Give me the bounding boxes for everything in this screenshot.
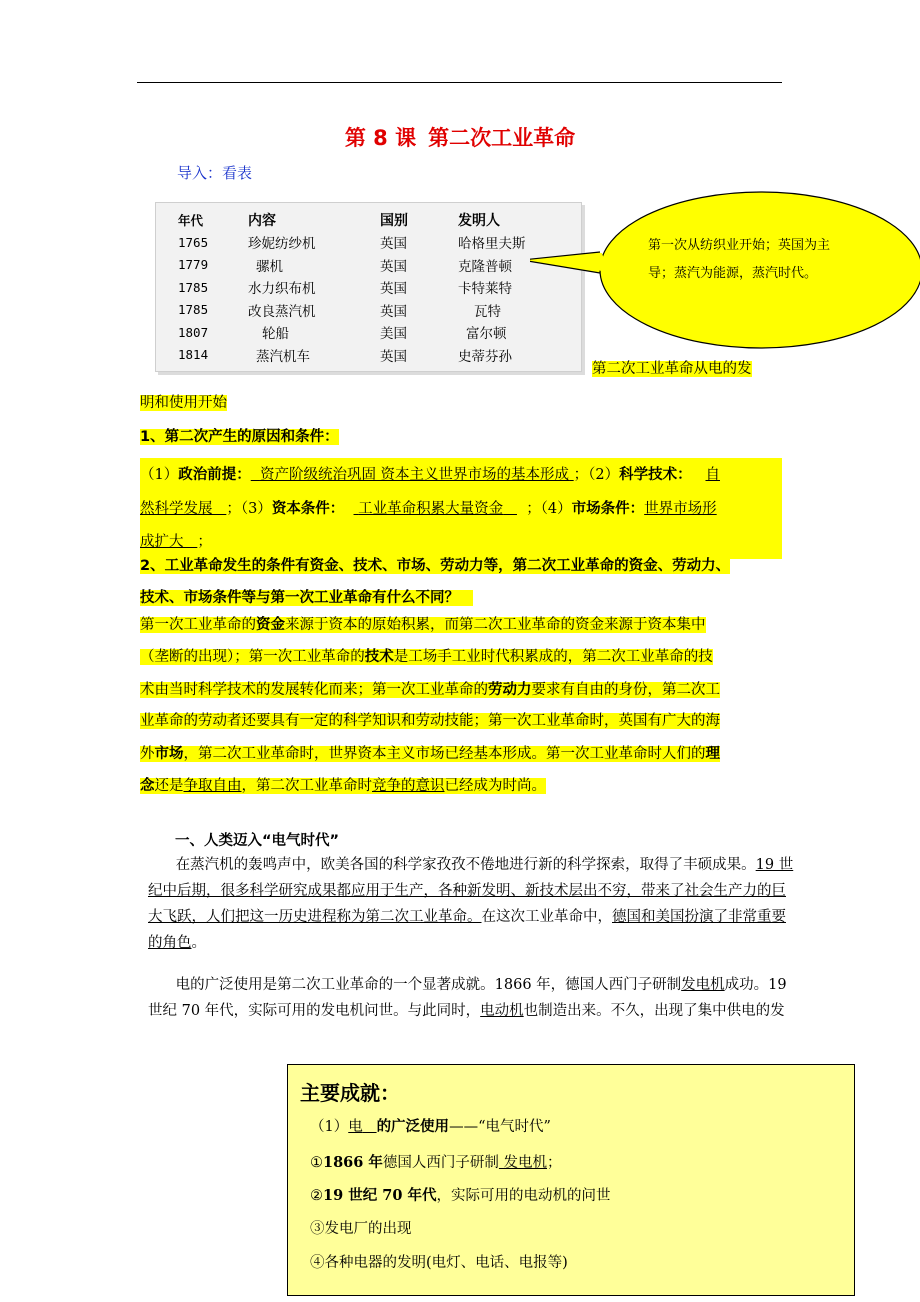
lesson-name: 第二次工业革命 bbox=[428, 126, 576, 150]
answer-text: 要求有自由的身份，第二次工 bbox=[531, 681, 720, 698]
table-cell: 蒸汽机车 bbox=[256, 348, 310, 365]
callout-line: 第一次从纺织业开始；英国为主 bbox=[648, 238, 831, 253]
table-row bbox=[178, 231, 574, 254]
table-cell: 英国 bbox=[380, 236, 407, 253]
answer-text: ，第二次工业革命时，世界资本主义市场已经基本形成。第一次工业革命时人们的 bbox=[183, 745, 706, 762]
note-text: 明和使用开始 bbox=[140, 395, 227, 411]
lesson-number: 第 8 课 bbox=[344, 126, 417, 150]
intro-text: 导入：看表 bbox=[177, 164, 253, 182]
table-header-row bbox=[178, 209, 574, 231]
callout-line: 导；蒸汽为能源，蒸汽时代。 bbox=[648, 266, 818, 281]
cond-value: 世界市场形 bbox=[644, 501, 717, 517]
callout-text bbox=[648, 232, 888, 288]
paragraph-text: 在蒸汽机的轰鸣声中，欧美各国的科学家孜孜不倦地进行新的科学探索，取得了丰硕成果。 bbox=[175, 857, 756, 873]
paragraph-text: 在这次工业革命中， bbox=[481, 909, 612, 925]
table-cell: 克隆普顿 bbox=[458, 258, 512, 275]
paragraph-text: 也制造出来。不久，出现了集中供电的发 bbox=[523, 1003, 785, 1019]
achievement-item: ④各种电器的发明(电灯、电话、电报等) bbox=[310, 1255, 568, 1271]
question-1 bbox=[140, 422, 782, 454]
table-cell: 美国 bbox=[380, 326, 407, 343]
table-cell: 1779 bbox=[178, 257, 209, 273]
table-cell: 英国 bbox=[380, 258, 407, 275]
table-cell: 1765 bbox=[178, 234, 209, 250]
achievement-item: ①1866 年德国人西门子研制 发电机； bbox=[310, 1154, 562, 1171]
cond-value: 然科学发展 bbox=[140, 501, 213, 517]
cond-label: ；（3） bbox=[226, 501, 272, 517]
table-cell: 英国 bbox=[380, 348, 407, 365]
section-paragraph-2 bbox=[148, 972, 858, 1024]
table-cell: 改良蒸汽机 bbox=[248, 303, 316, 320]
paragraph-text: 。 bbox=[191, 935, 206, 951]
answer-keyword: 念 bbox=[140, 777, 155, 795]
answer-underline: 竞争的意识 bbox=[372, 778, 445, 795]
cond-label: （1） bbox=[140, 467, 179, 483]
answer-text: 业革命的劳动者还要具有一定的科学知识和劳动技能；第一次工业革命时，英国有广大的海 bbox=[140, 713, 720, 730]
conditions-block bbox=[140, 458, 782, 559]
table-cell: 英国 bbox=[380, 303, 407, 320]
paragraph-underline: 大飞跃，人们把这一历史进程称为第二次工业革命。 bbox=[148, 909, 482, 925]
answer-text: 术由当时科学技术的发展转化而来；第一次工业革命的 bbox=[140, 681, 488, 698]
paragraph-underline: 发电机 bbox=[681, 977, 725, 993]
cond-name: 市场条件： bbox=[571, 500, 645, 517]
column-header: 内容 bbox=[248, 213, 276, 229]
answer-text: ，第二次工业革命时 bbox=[241, 778, 372, 795]
paragraph-underline: 19 世 bbox=[755, 857, 794, 873]
achievement-underline: 发电机 bbox=[498, 1155, 548, 1171]
paragraph-text: 世纪 70 年代，实际可用的发电机问世。与此同时， bbox=[148, 1003, 481, 1019]
cond-name: 资本条件： bbox=[271, 500, 345, 517]
table-row bbox=[178, 276, 574, 299]
table-cell: 哈格里夫斯 bbox=[458, 236, 526, 253]
table-cell: 1814 bbox=[178, 347, 209, 363]
inventions-table-image bbox=[155, 202, 582, 372]
table-row bbox=[178, 254, 574, 277]
cond-value: 工业革命积累大量资金 bbox=[358, 501, 504, 517]
question-2 bbox=[140, 551, 800, 614]
cond-value: 自 bbox=[705, 467, 720, 483]
answer-keyword: 技术 bbox=[364, 648, 394, 666]
question-text: 2、工业革命发生的条件有资金、技术、市场、劳动力等，第二次工业革命的资金、劳动力、 bbox=[140, 558, 731, 574]
achievement-item: ②19 世纪 70 年代，实际可用的电动机的问世 bbox=[310, 1187, 611, 1204]
table-cell: 瓦特 bbox=[474, 303, 501, 320]
table-cell: 轮船 bbox=[262, 326, 289, 343]
answer-underline: 争取自由 bbox=[183, 778, 242, 795]
answer-text: 已经成为时尚。 bbox=[444, 778, 546, 795]
table-cell: 1785 bbox=[178, 302, 209, 318]
table-row bbox=[178, 321, 574, 344]
paragraph-text: 电的广泛使用是第二次工业革命的一个显著成就。1866 年，德国人西门子研制 bbox=[175, 977, 682, 993]
column-header: 发明人 bbox=[458, 213, 500, 229]
page-title bbox=[0, 122, 920, 152]
answer-text: （垄断的出现）；第一次工业革命的 bbox=[140, 649, 365, 666]
answer-block bbox=[140, 609, 785, 802]
note-electric-start-cont bbox=[140, 388, 782, 420]
achievement-underline: 电 bbox=[348, 1119, 363, 1135]
answer-text: 来源于资本的原始积累，而第二次工业革命的资金来源于资本集中 bbox=[285, 617, 706, 633]
cond-value: 资产阶级统治巩固 资本主义世界市场的基本形成 bbox=[259, 467, 570, 483]
answer-keyword: 市场 bbox=[154, 744, 184, 762]
table-cell: 史蒂芬孙 bbox=[458, 348, 512, 365]
achievement-item: ③发电厂的出现 bbox=[310, 1221, 412, 1237]
table-cell: 1785 bbox=[178, 279, 209, 295]
table-cell: 英国 bbox=[380, 281, 407, 298]
table-row bbox=[178, 344, 574, 367]
note-text: 第二次工业革命从电的发 bbox=[592, 361, 752, 377]
table-cell: 富尔顿 bbox=[466, 326, 507, 343]
paragraph-underline: 纪中后期，很多科学研究成果都应用于生产，各种新发明、新技术层出不穷，带来了社会生产力的巨 bbox=[148, 883, 786, 899]
achievements-title: 主要成就： bbox=[300, 1081, 400, 1105]
paragraph-text: 成功。19 bbox=[724, 977, 787, 993]
answer-keyword: 资金 bbox=[256, 616, 285, 633]
table-row bbox=[178, 299, 574, 322]
note-electric-start bbox=[592, 354, 782, 386]
achievements-box bbox=[287, 1064, 855, 1296]
cond-label: ；（4） bbox=[526, 501, 572, 517]
cond-value: 成扩大 bbox=[140, 534, 184, 550]
question-text: 1、第二次产生的原因和条件： bbox=[140, 429, 339, 445]
question-text: 技术、市场条件等与第一次工业革命有什么不同？ bbox=[140, 589, 459, 606]
paragraph-underline: 电动机 bbox=[480, 1003, 524, 1019]
table-cell: 卡特莱特 bbox=[458, 281, 512, 298]
section-heading: 一、人类迈入“电气时代” bbox=[175, 833, 340, 849]
answer-keyword: 理 bbox=[705, 744, 720, 762]
cond-name: 科学技术： bbox=[619, 466, 692, 483]
table-cell: 珍妮纺纱机 bbox=[248, 236, 316, 253]
answer-text: 外 bbox=[140, 745, 155, 762]
punct: ； bbox=[197, 534, 212, 550]
table-cell: 骡机 bbox=[256, 258, 283, 275]
column-header: 国别 bbox=[380, 213, 408, 229]
cond-label: ；（2） bbox=[573, 467, 620, 483]
header-rule bbox=[137, 82, 782, 83]
section-paragraph-1 bbox=[148, 852, 858, 956]
table-cell: 水力织布机 bbox=[248, 281, 316, 298]
answer-text: 还是 bbox=[154, 778, 184, 795]
answer-text: 是工场手工业时代积累成的，第二次工业革命的技 bbox=[393, 649, 713, 666]
cond-name: 政治前提： bbox=[178, 466, 251, 483]
paragraph-underline: 的角色 bbox=[148, 935, 192, 951]
achievement-item: （1）电 的广泛使用——“电气时代” bbox=[310, 1118, 551, 1135]
table-cell: 1807 bbox=[178, 324, 209, 340]
answer-text: 第一次工业革命的 bbox=[140, 617, 256, 633]
paragraph-underline: 德国和美国扮演了非常重要 bbox=[612, 909, 786, 925]
inventions-table bbox=[178, 209, 574, 366]
answer-keyword: 劳动力 bbox=[488, 680, 532, 698]
column-header: 年代 bbox=[178, 213, 204, 228]
